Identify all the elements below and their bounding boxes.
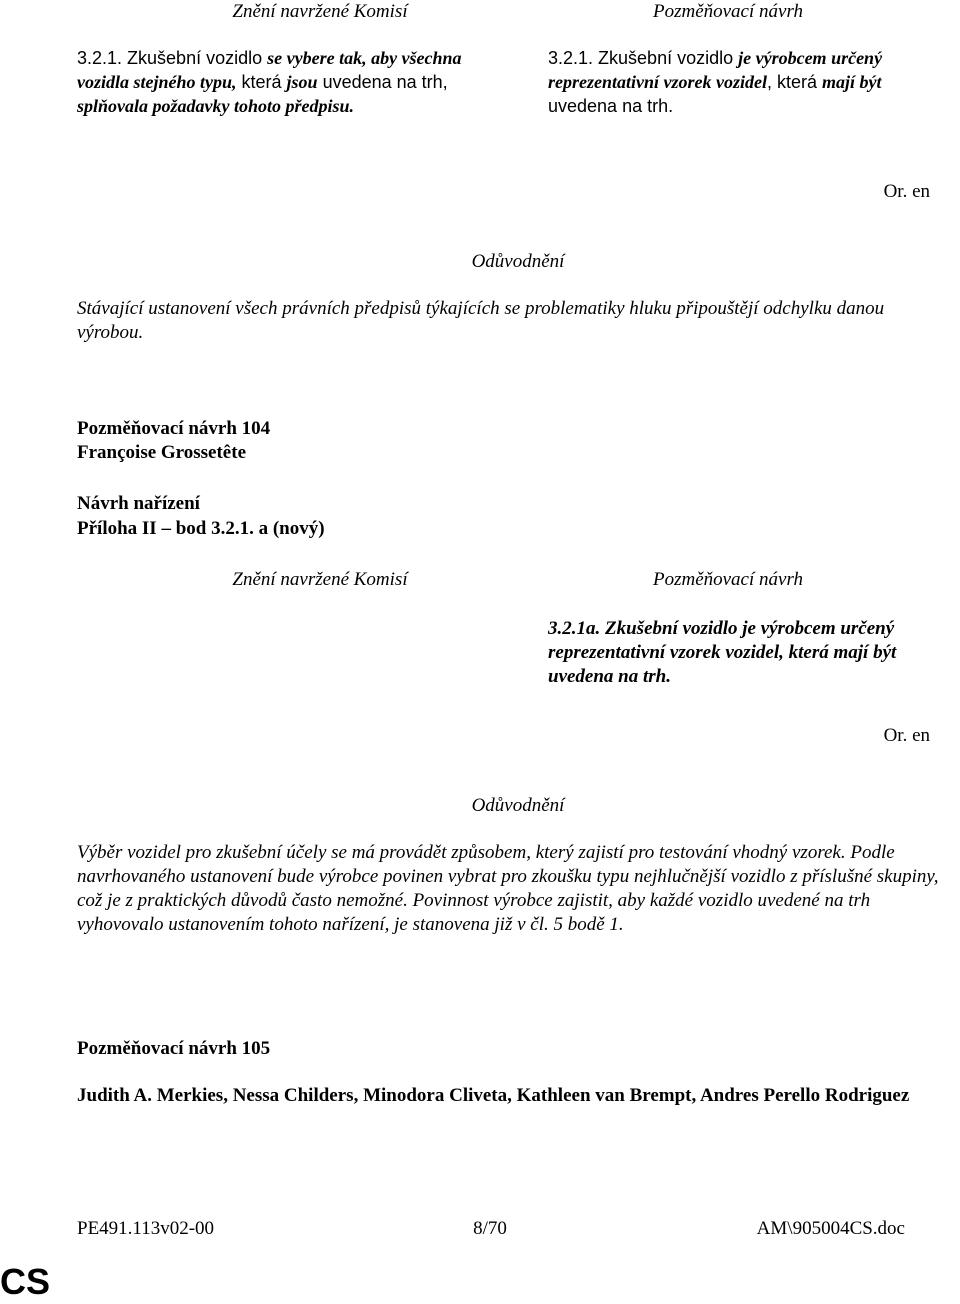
left-text-part: která [236,72,287,92]
justification-part: Výběr vozidel pro zkušební účely se má provádět způsobem, který zajistí pro testování vhodný vzorek. [77,842,851,863]
amendment-105-authors: Judith A. Merkies, Nessa Childers, Minodora Cliveta, Kathleen van Brempt, Andres Perello Rodriguez [77,1085,910,1106]
right-text-part: je výrobcem určený reprezentativní vzorek vozidel [548,48,883,92]
justification-text: Stávající ustanovení všech právních předpisů týkajících se problematiky hluku připouštějí odchylku danou výrobou. [77,298,885,343]
amendment-label: Pozměňovací návrh [77,418,237,439]
justification-part: Povinnost výrobce zajistit, aby každé vozidlo uvedené na trh vyhovovalo ustanovením tohoto nařízení, je stanovena již v čl. 5 bodě 1. [77,890,871,935]
left-text-part: uvedena na trh, [317,72,448,92]
right-column-text [548,46,918,118]
justification-text [77,841,952,937]
amendment-number: 104 [241,418,271,439]
left-text-part: se vybere tak, aby všechna vozidla stejného typu, [77,48,462,92]
proposal-title: Návrh nařízení [77,493,200,514]
footer-file-name: AM\905004CS.doc [756,1218,905,1239]
justification-part: Podle navrhovaného ustanovení bude výrobce povinen vybrat pro zkoušku typu nejhlučnější vozidlo [77,842,895,887]
amendment-104-heading [77,417,677,441]
justification-title: Odůvodnění [471,795,565,816]
left-column-text [77,46,487,118]
original-language: Or. en [883,181,930,202]
amendment-104-text: 3.2.1a. Zkušební vozidlo je výrobcem určený reprezentativní vzorek vozidel, která mají být uvedena na trh. [548,618,897,687]
left-text-part: jsou [286,72,318,92]
right-column-header: Pozměňovací návrh [652,569,804,590]
footer-language-code: CS [0,1261,51,1302]
footer-page-number: 8/70 [473,1218,507,1239]
amendment-105-heading [77,1037,677,1061]
right-column-header: Pozměňovací návrh [652,1,804,22]
right-text-part: 3.2.1. Zkušební vozidlo [548,48,739,68]
justification-part: z příslušné skupiny, což je z praktických důvodů často nemožné. [77,866,939,911]
left-column-header: Znění navržené Komisí [232,1,408,22]
amendment-104-author: Françoise Grossetête [77,442,247,463]
right-text-part: mají být [822,72,882,92]
left-text-part: 3.2.1. Zkušební vozidlo [77,48,268,68]
amendment-label: Pozměňovací návrh [77,1038,237,1059]
original-language: Or. en [883,725,930,746]
amendment-number: 105 [241,1038,271,1059]
footer-doc-ref: PE491.113v02-00 [77,1218,215,1239]
annex-reference: Příloha II – bod 3.2.1. a (nový) [77,518,325,539]
left-column-header: Znění navržené Komisí [232,569,408,590]
right-text-part: uvedena na trh. [548,96,674,116]
right-text-part: , která [766,72,823,92]
justification-title: Odůvodnění [471,251,565,272]
left-text-part: splňovala požadavky tohoto předpisu. [77,96,355,116]
